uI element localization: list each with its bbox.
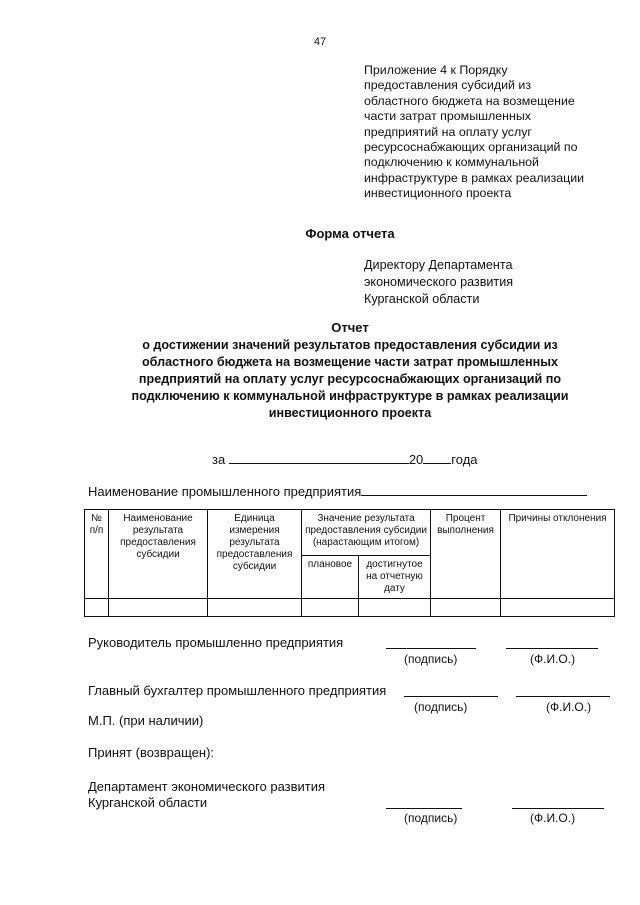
- report-title: Отчет: [331, 320, 369, 335]
- stamp-label: М.П. (при наличии): [88, 713, 204, 728]
- form-title: Форма отчета: [305, 226, 395, 241]
- header-num: № п/п: [85, 510, 109, 599]
- head-signature-line[interactable]: [386, 648, 476, 649]
- period-blank[interactable]: [229, 451, 409, 464]
- header-planned: плановое: [302, 556, 359, 599]
- appendix-line: ресурсоснабжающих организаций по: [364, 140, 578, 155]
- appendix-line: областного бюджета на возмещение: [364, 93, 575, 108]
- addressee-line: Директору Департамента: [364, 258, 513, 272]
- report-subtitle-line: о достижении значений результатов предоставления субсидии из: [142, 338, 558, 352]
- table-cell[interactable]: [208, 599, 302, 617]
- appendix-line: инфраструктуре в рамках реализации: [364, 170, 585, 185]
- addressee-line: Курганской области: [364, 292, 480, 306]
- appendix-line: подключению к коммунальной: [364, 155, 539, 170]
- name-caption: (Ф.И.О.): [546, 700, 592, 714]
- header-value: Значение результата предоставления субсидии (нарастающим итогом): [302, 510, 431, 556]
- appendix-line: предприятий на оплату услуг: [364, 124, 532, 139]
- year-prefix: 20: [408, 452, 424, 467]
- addressee: [364, 257, 604, 308]
- accountant-signature-line[interactable]: [404, 696, 498, 697]
- accountant-name-line[interactable]: [516, 696, 610, 697]
- name-caption: (Ф.И.О.): [530, 652, 576, 666]
- company-name-blank[interactable]: [361, 483, 587, 496]
- year-blank[interactable]: [423, 451, 451, 464]
- header-percent: Процент выполнения: [431, 510, 501, 599]
- appendix-line: предоставления субсидий из: [364, 78, 532, 93]
- report-table: [84, 509, 615, 617]
- appendix-line: Приложение 4 к Порядку: [364, 63, 508, 77]
- period-prefix: за: [212, 452, 226, 467]
- head-name-line[interactable]: [506, 648, 598, 649]
- report-subtitle-line: инвестиционного проекта: [268, 406, 432, 420]
- page-number: 47: [313, 36, 327, 48]
- table-row: [85, 599, 615, 617]
- table-cell[interactable]: [431, 599, 501, 617]
- report-subtitle: [40, 337, 640, 422]
- company-name-line: [88, 483, 587, 499]
- header-unit: Единица измерения результата предоставления субсидии: [208, 510, 302, 599]
- addressee-line: экономического развития: [364, 275, 514, 289]
- reporting-period: [212, 451, 478, 467]
- department-signature-line[interactable]: [386, 808, 462, 809]
- signature-caption: (подпись): [404, 652, 458, 666]
- name-caption: (Ф.И.О.): [530, 811, 576, 825]
- header-result-name: Наименование результата предоставления субсидии: [109, 510, 208, 599]
- signature-caption: (подпись): [414, 700, 468, 714]
- head-label: Руководитель промышленно предприятия: [88, 635, 344, 650]
- table-cell[interactable]: [109, 599, 208, 617]
- appendix-line: части затрат промышленных: [364, 109, 531, 124]
- header-achieved: достигнутое на отчетную дату: [359, 556, 431, 599]
- report-subtitle-line: областного бюджета на возмещение части затрат промышленных: [141, 355, 559, 369]
- department-line: Департамент экономического развития: [88, 779, 326, 794]
- report-subtitle-line: предприятий на оплату услуг ресурсоснабжающих организаций по: [138, 372, 562, 386]
- header-reasons: Причины отклонения: [501, 510, 615, 599]
- appendix-note: [364, 63, 624, 202]
- signature-caption: (подпись): [404, 811, 458, 825]
- table-cell[interactable]: [359, 599, 431, 617]
- department-line: Курганской области: [88, 795, 208, 810]
- table-cell[interactable]: [302, 599, 359, 617]
- accountant-label: Главный бухгалтер промышленного предприятия: [88, 683, 387, 698]
- period-suffix: года: [451, 452, 478, 467]
- report-subtitle-line: подключению к коммунальной инфраструктуре в рамках реализации: [131, 389, 569, 403]
- table-cell[interactable]: [85, 599, 109, 617]
- department-name-line[interactable]: [512, 808, 604, 809]
- company-label: Наименование промышленного предприятия: [88, 484, 362, 499]
- accepted-label: Принят (возвращен):: [88, 745, 215, 760]
- appendix-line: инвестиционного проекта: [364, 186, 512, 201]
- table-cell[interactable]: [501, 599, 615, 617]
